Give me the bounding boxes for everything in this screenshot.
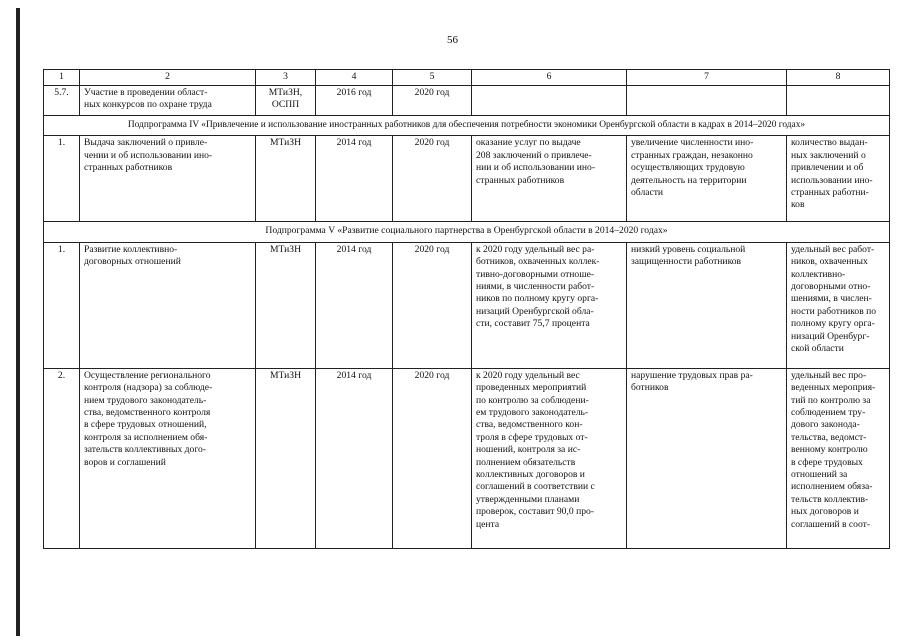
subprogram-title: Подпрограмма IV «Привлечение и использование иностранных работников для обеспечения потребности экономики Оренбургской области в кадрах в 2014–2020 годах» bbox=[44, 116, 890, 136]
consequence-cell: нарушение трудовых прав ра- ботников bbox=[627, 368, 787, 548]
executor-cell: МТиЗН bbox=[256, 368, 316, 548]
table-row bbox=[44, 136, 890, 222]
result-cell: оказание услуг по выдаче 208 заключений о привлече- нии и об использовании ино- странных работников bbox=[472, 136, 627, 222]
column-number: 7 bbox=[627, 70, 787, 86]
end-year-cell: 2020 год bbox=[393, 242, 472, 368]
consequence-cell: увеличение численности ино- странных граждан, незаконно осуществляющих трудовую деятельность на территории области bbox=[627, 136, 787, 222]
table-row bbox=[44, 368, 890, 548]
consequence-cell: низкий уровень социальной защищенности работников bbox=[627, 242, 787, 368]
subprogram-title: Подпрограмма V «Развитие социального партнерства в Оренбургской области в 2014–2020 годах» bbox=[44, 222, 890, 242]
end-year-cell: 2020 год bbox=[393, 136, 472, 222]
subprogram-v-header bbox=[44, 222, 890, 242]
table-row bbox=[44, 242, 890, 368]
column-number: 6 bbox=[472, 70, 627, 86]
end-year-cell: 2020 год bbox=[393, 86, 472, 116]
column-number: 5 bbox=[393, 70, 472, 86]
result-cell: к 2020 году удельный вес ра- ботников, охваченных коллек- тивно-договорными отноше- ниями, в численности работ- ников по полному кругу орга- низаций Оренбургской обла- сти, составит 75,7 процента bbox=[472, 242, 627, 368]
result-cell: к 2020 году удельный вес проведенных мероприятий по контролю за соблюдени- ем трудового законодатель- ства, ведомственного кон- троля в сфере трудовых от- ношений, контроля за ис- полнением обязательств коллективных договоров и соглашений в соответствии с утвержденными планами проверок, составит 90,0 про- цента bbox=[472, 368, 627, 548]
column-number: 4 bbox=[316, 70, 393, 86]
consequence-cell bbox=[627, 86, 787, 116]
row-number: 5.7. bbox=[44, 86, 80, 116]
executor-cell: МТиЗН bbox=[256, 136, 316, 222]
indicator-cell: удельный вес про- веденных мероприя- тий по контролю за соблюдением тру- дового законода- тельства, ведомст- венному контролю в сфере трудовых отношений за исполнением обяза- тельств коллектив- ных договоров и соглашений в соот- bbox=[787, 368, 890, 548]
activity-cell: Участие в проведении област- ных конкурсов по охране труда bbox=[80, 86, 256, 116]
activity-cell: Осуществление регионального контроля (надзора) за соблюде- нием трудового законодатель- ства, ведомственного контроля в сфере трудовых отношений, контроля за исполнением обя- зательств коллективных дого- воров и соглашений bbox=[80, 368, 256, 548]
start-year-cell: 2014 год bbox=[316, 368, 393, 548]
executor-cell: МТиЗН, ОСПП bbox=[256, 86, 316, 116]
program-table bbox=[43, 69, 890, 549]
binding-line bbox=[16, 8, 20, 636]
start-year-cell: 2014 год bbox=[316, 242, 393, 368]
indicator-cell bbox=[787, 86, 890, 116]
row-number: 1. bbox=[44, 136, 80, 222]
end-year-cell: 2020 год bbox=[393, 368, 472, 548]
activity-cell: Выдача заключений о привле- чении и об использовании ино- странных работников bbox=[80, 136, 256, 222]
column-number: 3 bbox=[256, 70, 316, 86]
result-cell bbox=[472, 86, 627, 116]
row-number: 2. bbox=[44, 368, 80, 548]
activity-cell: Развитие коллективно- договорных отношений bbox=[80, 242, 256, 368]
column-number-row bbox=[44, 70, 890, 86]
indicator-cell: удельный вес работ- ников, охваченных коллективно- договорными отно- шениями, в числен- ности работников по полному кругу орга- низаций Оренбург- ской области bbox=[787, 242, 890, 368]
table-row bbox=[44, 86, 890, 116]
executor-cell: МТиЗН bbox=[256, 242, 316, 368]
row-number: 1. bbox=[44, 242, 80, 368]
start-year-cell: 2014 год bbox=[316, 136, 393, 222]
column-number: 1 bbox=[44, 70, 80, 86]
page-number: 56 bbox=[447, 34, 458, 46]
start-year-cell: 2016 год bbox=[316, 86, 393, 116]
column-number: 2 bbox=[80, 70, 256, 86]
indicator-cell: количество выдан- ных заключений о привлечении и об использовании ино- странных работни- ков bbox=[787, 136, 890, 222]
column-number: 8 bbox=[787, 70, 890, 86]
subprogram-iv-header bbox=[44, 116, 890, 136]
